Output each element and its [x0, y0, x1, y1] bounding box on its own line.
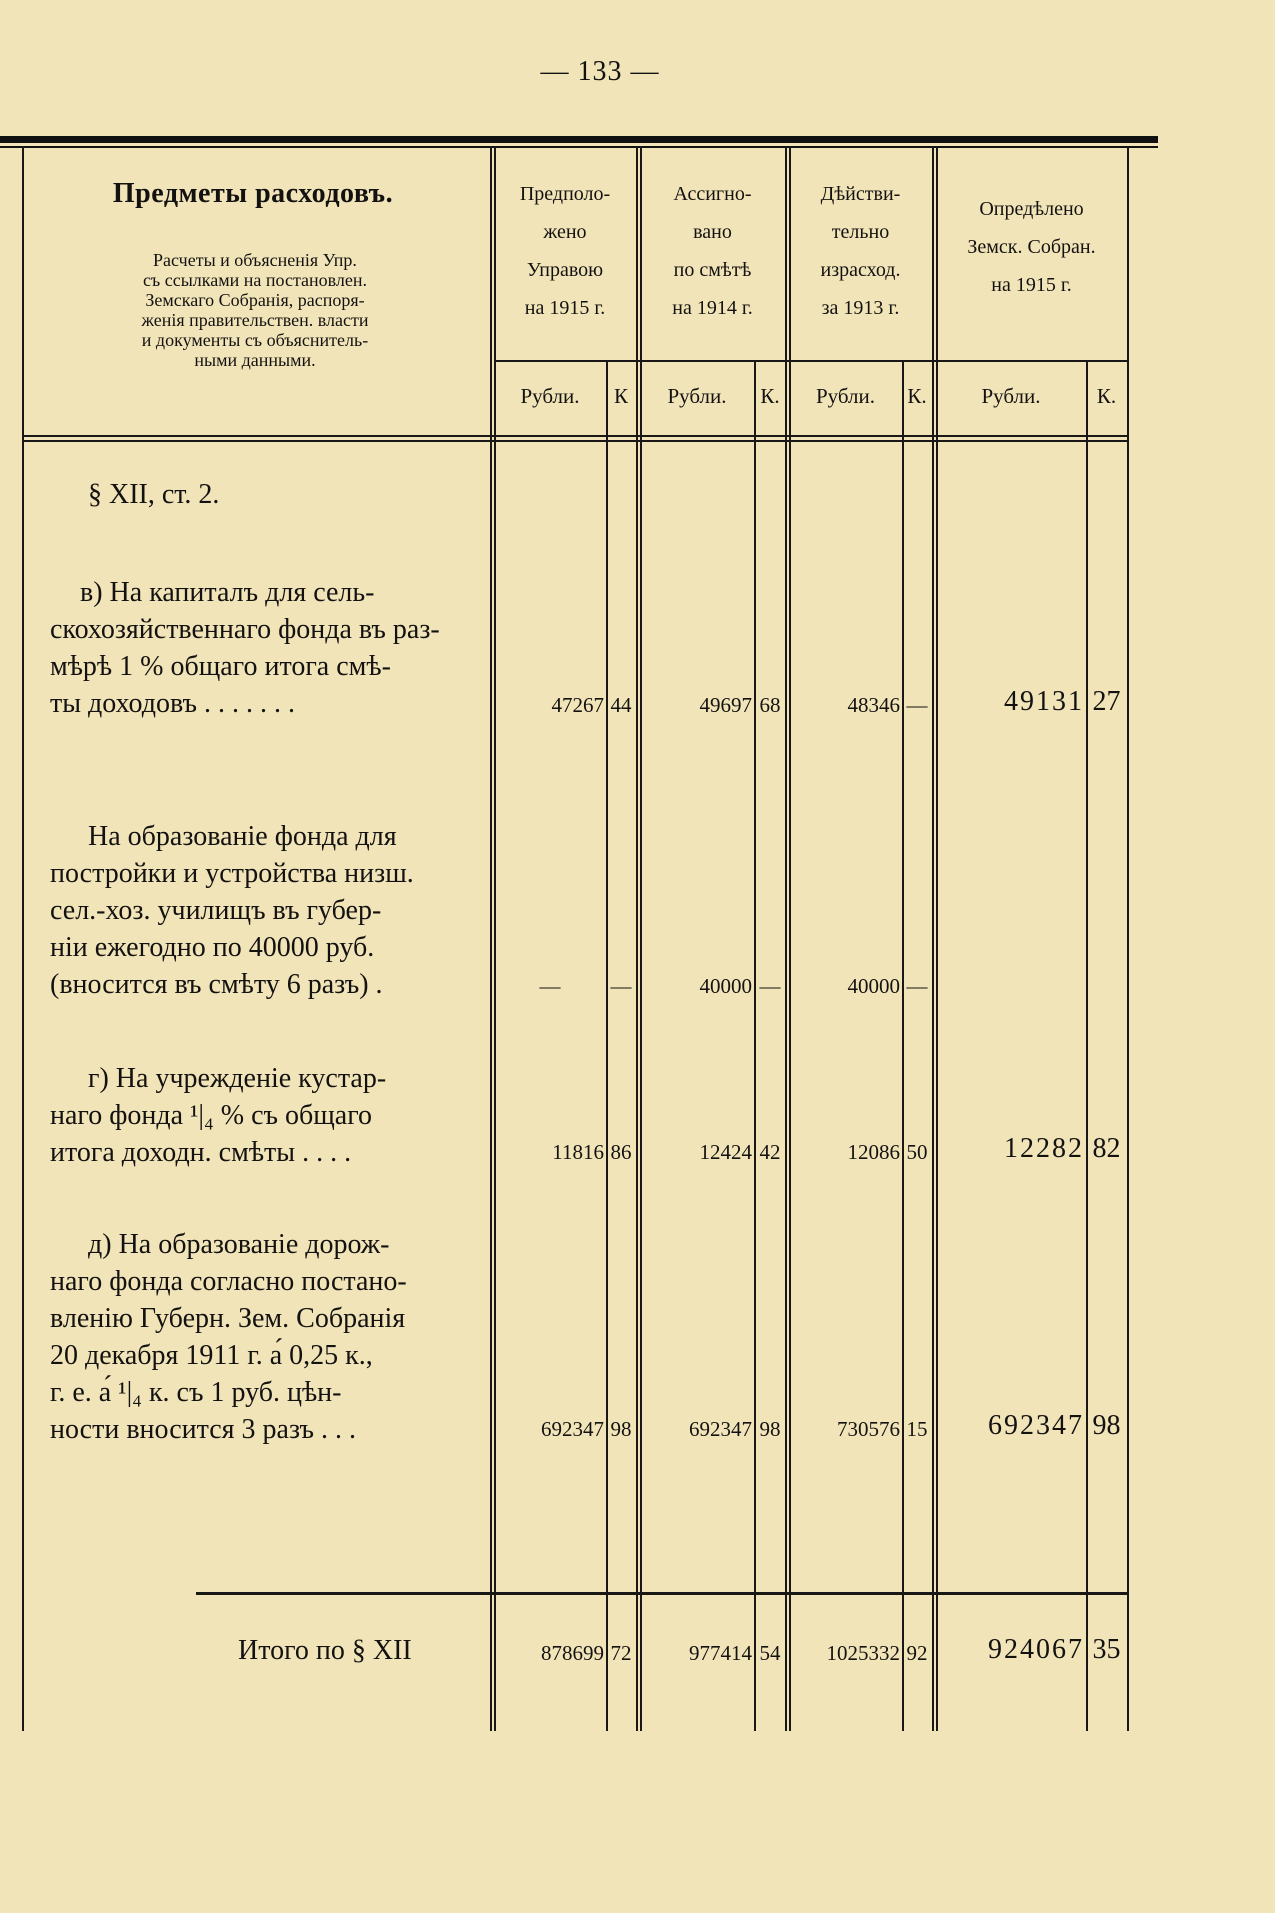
column-header-assigned: Ассигно- вано по смѣтѣ на 1914 г.	[672, 183, 753, 319]
row-description: г) На учрежденіе кустар- наго фонда ¹|₄ % съ общаго итога доходн. смѣты . . . .	[50, 1063, 387, 1168]
cell-actual-kop: 50	[906, 1140, 928, 1164]
cell-assigned-kop: 68	[759, 693, 781, 717]
total-actual-rub: 1025332	[826, 1641, 900, 1665]
page-number: — 133 —	[540, 56, 660, 87]
header-title: Предметы расходовъ.	[112, 178, 394, 209]
cell-assigned-rub: 692347	[689, 1417, 752, 1441]
unit-rub-2: Рубли.	[667, 384, 727, 408]
row-description: На образованіе фонда для постройки и устройства низш. сел.-хоз. училищъ въ губер- ніи ежегодно по 40000 руб. (вносится въ смѣту 6 разъ) .	[50, 821, 414, 1000]
cell-assigned-kop: 42	[759, 1140, 781, 1164]
column-header-approved: Опредѣлено Земск. Собран. на 1915 г.	[967, 198, 1096, 296]
cell-proposed-kop: —	[610, 974, 632, 998]
section-heading: § XII, ст. 2.	[88, 479, 220, 510]
unit-kop-4: К.	[1096, 384, 1117, 408]
cell-proposed-rub: —	[539, 974, 561, 998]
total-proposed-rub: 878699	[541, 1641, 604, 1665]
cell-assigned-rub: 49697	[699, 693, 752, 717]
total-proposed-kop: 72	[610, 1641, 632, 1665]
cell-actual-kop: —	[906, 693, 928, 717]
unit-kop-1: К	[613, 384, 628, 408]
total-actual-kop: 92	[906, 1641, 928, 1665]
cell-approved-rub: 49131	[1004, 686, 1084, 717]
cell-approved-rub: 692347	[988, 1410, 1084, 1441]
top-rule	[0, 136, 1158, 143]
unit-rub-1: Рубли.	[520, 384, 580, 408]
cell-actual-rub: 48346	[847, 693, 900, 717]
unit-rub-3: Рубли.	[815, 384, 876, 408]
cell-proposed-rub: 11816	[552, 1140, 604, 1164]
cell-proposed-rub: 47267	[551, 693, 604, 717]
total-approved-rub: 924067	[988, 1634, 1084, 1665]
unit-rub-4: Рубли.	[981, 384, 1041, 408]
cell-assigned-kop: —	[759, 974, 781, 998]
total-assigned-kop: 54	[759, 1641, 781, 1665]
cell-actual-kop: —	[906, 974, 928, 998]
column-header-proposed: Предполо- жено Управою на 1915 г.	[519, 183, 611, 319]
cell-actual-kop: 15	[906, 1417, 928, 1441]
cell-actual-rub: 12086	[847, 1140, 900, 1164]
cell-assigned-rub: 40000	[699, 974, 752, 998]
cell-approved-rub: 12282	[1004, 1133, 1084, 1164]
cell-actual-rub: 40000	[847, 974, 900, 998]
cell-proposed-kop: 44	[610, 693, 632, 717]
cell-proposed-kop: 86	[610, 1140, 632, 1164]
total-assigned-rub: 977414	[689, 1641, 752, 1665]
cell-assigned-kop: 98	[759, 1417, 781, 1441]
column-header-actual: Дѣйстви- тельно израсход. за 1913 г.	[820, 183, 901, 319]
total-approved-kop: 35	[1092, 1634, 1121, 1665]
top-rule-thin	[0, 146, 1158, 148]
cell-approved-kop: 82	[1092, 1133, 1121, 1164]
cell-actual-rub: 730576	[837, 1417, 900, 1441]
unit-kop-2: К.	[760, 384, 780, 408]
unit-kop-3: К.	[907, 384, 927, 408]
cell-proposed-rub: 692347	[541, 1417, 604, 1441]
total-label: Итого по § XII	[238, 1635, 412, 1666]
header-subtitle: Расчеты и объясненія Упр. съ ссылками на постановлен. Земскаго Собранія, распоря- женія правительствен. власти и документы съ объяснитель- ными данными.	[141, 250, 369, 370]
cell-proposed-kop: 98	[610, 1417, 632, 1441]
row-description: в) На капиталъ для сель- скохозяйственнаго фонда въ раз- мѣрѣ 1 % общаго итога смѣ- ты доходовъ . . . . . . .	[50, 577, 440, 719]
cell-approved-kop: 27	[1092, 686, 1121, 717]
row-description: д) На образованіе дорож- наго фонда согласно постано- вленію Губерн. Зем. Собранія 20 декабря 1911 г. а́ 0,25 к., г. е. а́ ¹|₄ к. съ 1 руб. цѣн- ности вносится 3 разъ . . .	[50, 1229, 407, 1445]
cell-assigned-rub: 12424	[699, 1140, 752, 1164]
cell-approved-kop: 98	[1092, 1410, 1121, 1441]
